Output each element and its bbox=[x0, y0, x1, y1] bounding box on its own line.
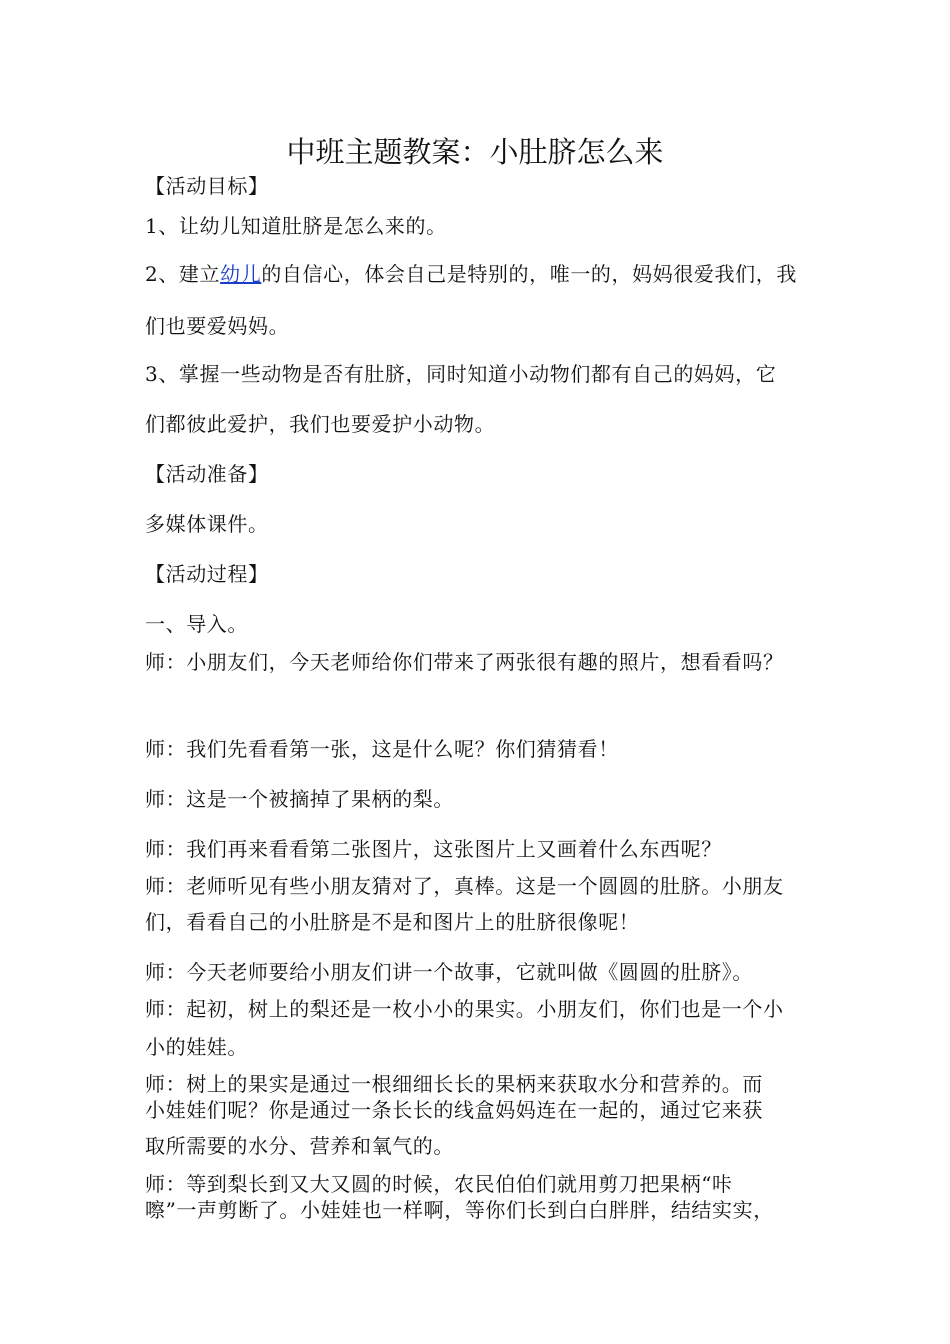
goal-item-2-text-start: 2、建立 bbox=[145, 262, 221, 286]
goal-item-2-text-end: 的自信心，体会自己是特别的，唯一的，妈妈很爱我们，我 bbox=[261, 262, 797, 286]
preparation-text: 多媒体课件。 bbox=[145, 512, 269, 536]
teacher-line-7: 师：起初，树上的梨还是一枚小小的果实。小朋友们，你们也是一个小 bbox=[145, 997, 784, 1021]
teacher-line-9-continuation-1: 嚓”一声剪断了。小娃娃也一样啊，等你们长到白白胖胖，结结实实， bbox=[145, 1198, 774, 1222]
teacher-line-1: 师：小朋友们，今天老师给你们带来了两张很有趣的照片，想看看吗？ bbox=[145, 650, 784, 674]
document-title: 中班主题教案：小肚脐怎么来 bbox=[286, 135, 664, 169]
teacher-line-9: 师：等到梨长到又大又圆的时候，农民伯伯们就用剪刀把果柄“咔 bbox=[145, 1172, 733, 1196]
section-heading-preparation: 【活动准备】 bbox=[145, 462, 269, 486]
goal-item-3: 3、掌握一些动物是否有肚脐，同时知道小动物们都有自己的妈妈，它 bbox=[145, 362, 777, 386]
teacher-line-7-continuation: 小的娃娃。 bbox=[145, 1035, 248, 1059]
young-children-link[interactable]: 幼儿 bbox=[220, 262, 262, 286]
teacher-line-8-continuation-2: 取所需要的水分、营养和氧气的。 bbox=[145, 1134, 454, 1158]
process-step-1: 一、导入。 bbox=[145, 612, 248, 636]
goal-item-3-continuation: 们都彼此爱护，我们也要爱护小动物。 bbox=[145, 412, 496, 436]
goal-item-2 bbox=[145, 260, 797, 288]
goal-item-2-continuation: 们也要爱妈妈。 bbox=[145, 314, 290, 338]
section-heading-process: 【活动过程】 bbox=[145, 562, 269, 586]
teacher-line-2: 师：我们先看看第一张，这是什么呢？你们猜猜看！ bbox=[145, 737, 619, 761]
goal-item-1: 1、让幼儿知道肚脐是怎么来的。 bbox=[145, 214, 447, 238]
teacher-line-8: 师：树上的果实是通过一根细细长长的果柄来获取水分和营养的。而 bbox=[145, 1072, 763, 1096]
teacher-line-4: 师：我们再来看看第二张图片，这张图片上又画着什么东西呢？ bbox=[145, 837, 722, 861]
teacher-line-3: 师：这是一个被摘掉了果柄的梨。 bbox=[145, 787, 454, 811]
section-heading-goal: 【活动目标】 bbox=[145, 174, 269, 198]
teacher-line-6: 师：今天老师要给小朋友们讲一个故事，它就叫做《圆圆的肚脐》。 bbox=[145, 960, 753, 984]
teacher-line-5: 师：老师听见有些小朋友猜对了，真棒。这是一个圆圆的肚脐。小朋友 bbox=[145, 874, 784, 898]
teacher-line-8-continuation-1: 小娃娃们呢？你是通过一条长长的线盒妈妈连在一起的，通过它来获 bbox=[145, 1098, 763, 1122]
teacher-line-5-continuation: 们，看看自己的小肚脐是不是和图片上的肚脐很像呢！ bbox=[145, 910, 640, 934]
